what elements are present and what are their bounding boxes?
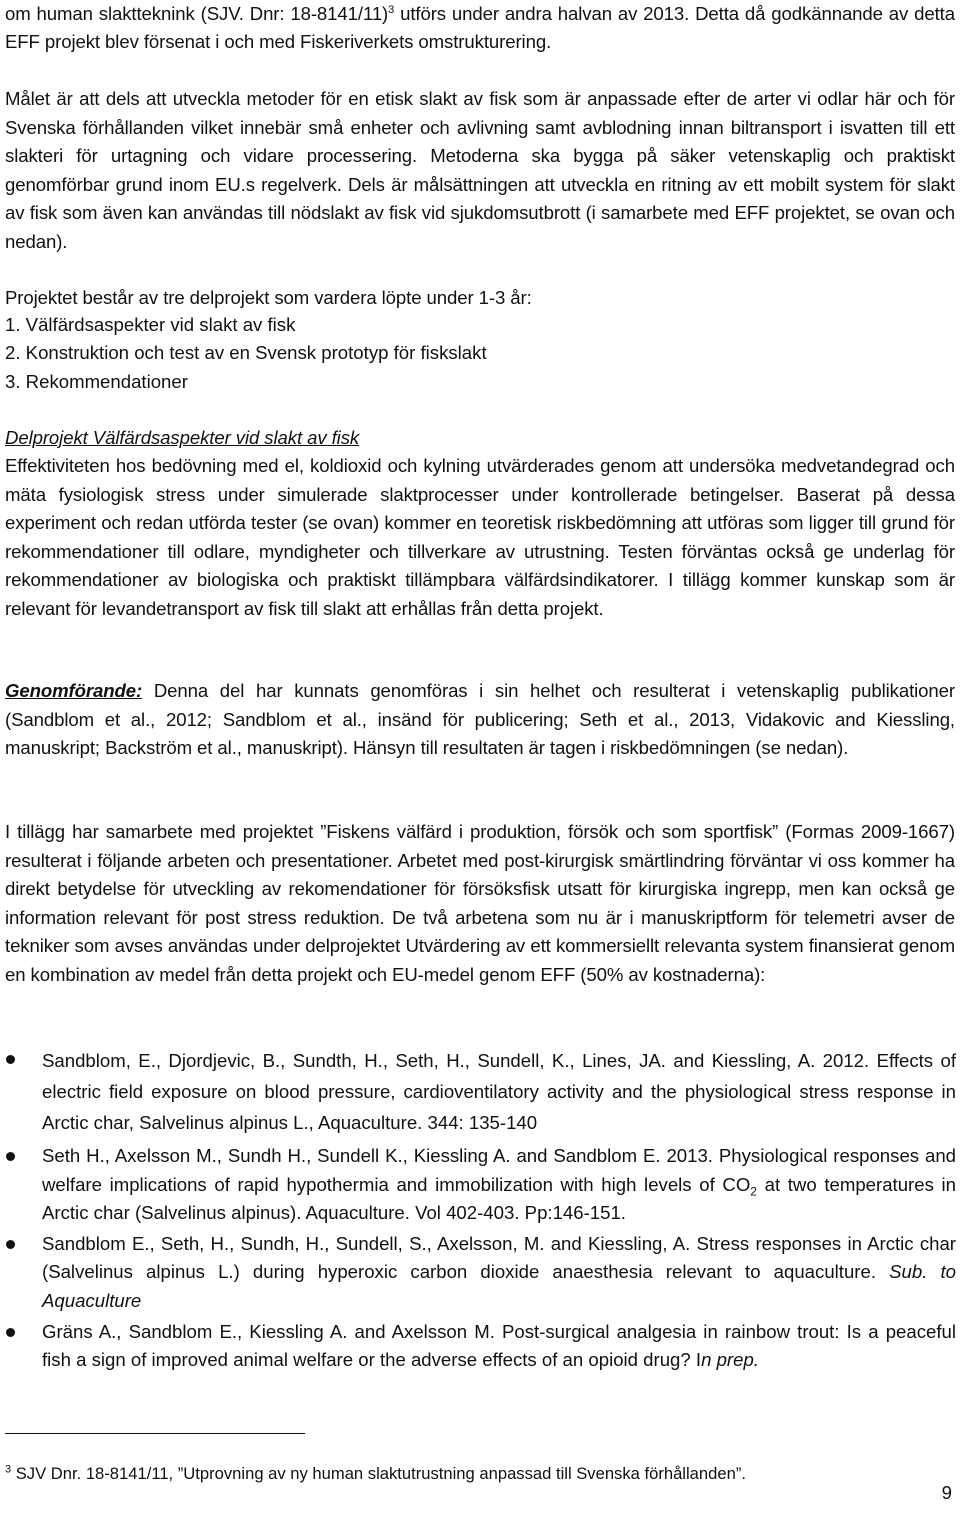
reference-text-rest: at two temperatures in Arctic char (Salvelinus alpinus). Aquaculture. Vol 402-403. Pp:146-151. bbox=[42, 1173, 956, 1224]
list-item: 3. Rekommendationer bbox=[5, 370, 188, 392]
implementation-text: Denna del har kunnats genomföras i sin helhet och resulterat i vetenskaplig publikationer (Sandblom et al., 2012; Sandblom et al., insänd för publicering; Seth et al., 2013, Vidakovic and Kiessling, manuskript; Backström et al., manuskript). Hänsyn till resultaten är tagen i riskbedömningen (se nedan). bbox=[5, 680, 955, 759]
bullet-icon bbox=[6, 1240, 15, 1249]
reference-text: Seth H., Axelsson M., Sundh H., Sundell K., Kiessling A. and Sandblom E. 2013. Physiological responses and welfare implications of rapid hypothermia and immobilization with high levels of CO bbox=[42, 1145, 956, 1195]
intro-paragraph bbox=[5, 0, 955, 57]
reference-status: Sub. to Aquaculture bbox=[42, 1261, 956, 1311]
footnote bbox=[5, 1463, 746, 1485]
page-number: 9 bbox=[941, 1482, 952, 1503]
reference-text: Sandblom E., Seth, H., Sundh, H., Sundell, S., Axelsson, M. and Kiessling, A. Stress responses in Arctic char (Salvelinus alpinus L.) during hyperoxic carbon dioxide anaesthesia relevant to aquaculture. bbox=[42, 1232, 956, 1283]
list-item: 2. Konstruktion och test av en Svensk prototyp för fiskslakt bbox=[5, 342, 487, 364]
reference-item bbox=[0, 1045, 956, 1138]
intro-text: om human slaktteknink (SJV. Dnr: 18-8141/11) bbox=[5, 3, 389, 24]
reference-text: Gräns A., Sandblom E., Kiessling A. and Axelsson M. Post-surgical analgesia in rainbow trout: Is a peaceful fish a sign of improved animal welfare or the adverse effects of an opioid drug? I bbox=[42, 1320, 956, 1371]
subscript: 2 bbox=[750, 1184, 757, 1199]
reference-item bbox=[0, 1318, 956, 1375]
footnote-divider bbox=[5, 1433, 305, 1434]
subproject-list bbox=[5, 311, 705, 396]
bullet-icon bbox=[6, 1055, 15, 1064]
implementation-paragraph bbox=[5, 677, 955, 763]
reference-item bbox=[0, 1230, 956, 1316]
welfare-paragraph: Effektiviteten hos bedövning med el, koldioxid och kylning utvärderades genom att undersöka medvetandegrad och mäta fysiologisk stress under simulerade slaktprocesser under kontrollerade betingelser. Baserat på dessa experiment och redan utförda tester (se ovan) kommer en teoretisk riskbedömning att utföras som ligger till grund för rekommendationer till odlare, myndigheter och tillverkare av utrustning. Testen förväntas också ge underlag för rekommendationer av biologiska och praktiskt tillämpbara välfärdsindikatorer. I tillägg kommer kunskap som är relevant för levandetransport av fisk till slakt att erhållas från detta projekt. bbox=[5, 455, 955, 619]
goal-paragraph: Målet är att dels att utveckla metoder för en etisk slakt av fisk som är anpassade efter de arter vi odlar här och för Svenska förhållanden vilket innebär små enheter och avlivning samt avblodning innan biltransport i isvatten till ett slakteri för urtagning och vidare processering. Metoderna ska bygga på säker vetenskaplig och praktiskt genomförbar grund inom EU.s regelverk. Dels är målsättningen att utveckla en ritning av ett mobilt system för slakt av fisk som även kan användas till nödslakt av fisk vid sjukdomsutbrott (i samarbete med EFF projektet, se ovan och nedan). bbox=[5, 88, 955, 252]
footnote-text: SJV Dnr. 18-8141/11, ”Utprovning av ny human slaktutrustning anpassad till Svenska förhållanden”. bbox=[11, 1463, 746, 1483]
heading-text: Delprojekt Välfärdsaspekter vid slakt av fisk bbox=[5, 427, 360, 448]
project-intro: Projektet består av tre delprojekt som vardera löpte under 1-3 år: bbox=[5, 287, 532, 308]
footnote-mark: 3 bbox=[5, 1463, 12, 1476]
implementation-label: Genomförande: bbox=[5, 680, 143, 701]
bullet-icon bbox=[6, 1328, 15, 1337]
intro-text-rest: utförs under andra halvan av 2013. Detta då godkännande av detta EFF projekt blev försenat i och med Fiskeriverkets omstrukturering. bbox=[5, 3, 955, 53]
reference-list bbox=[0, 1045, 960, 1375]
list-item: 1. Välfärdsaspekter vid slakt av fisk bbox=[5, 314, 296, 335]
subproject-heading bbox=[5, 424, 955, 453]
collaboration-paragraph: I tillägg har samarbete med projektet ”Fiskens välfärd i produktion, försök och som sportfisk” (Formas 2009-1667) resulterat i följande arbeten och presentationer. Arbetet med post-kirurgisk smärtlindring förväntar vi oss kommer ha direkt betydelse för utveckling av rekomendationer för försöksfisk utsatt för kirurgiska ingrepp, men kan också ge information relevant för post stress reduktion. De två arbetena som nu är i manuskriptform för telemetri avser de tekniker som avses användas under delprojektet Utvärdering av ett kommersiellt relevanta system finansierat genom en kombination av medel från detta projekt och EU-medel genom EFF (50% av kostnaderna): bbox=[5, 821, 955, 985]
reference-status: n prep. bbox=[701, 1349, 759, 1371]
reference-text: Sandblom, E., Djordjevic, B., Sundth, H., Seth, H., Sundell, K., Lines, JA. and Kiessling, A. 2012. Effects of electric field exposure on blood pressure, cardioventilatory activity and the physiological stress response in Arctic char, Salvelinus alpinus L., Aquaculture. 344: 135-140 bbox=[42, 1050, 956, 1133]
footnote-ref: 3 bbox=[388, 3, 395, 16]
bullet-icon bbox=[6, 1152, 15, 1161]
reference-item bbox=[0, 1142, 956, 1228]
